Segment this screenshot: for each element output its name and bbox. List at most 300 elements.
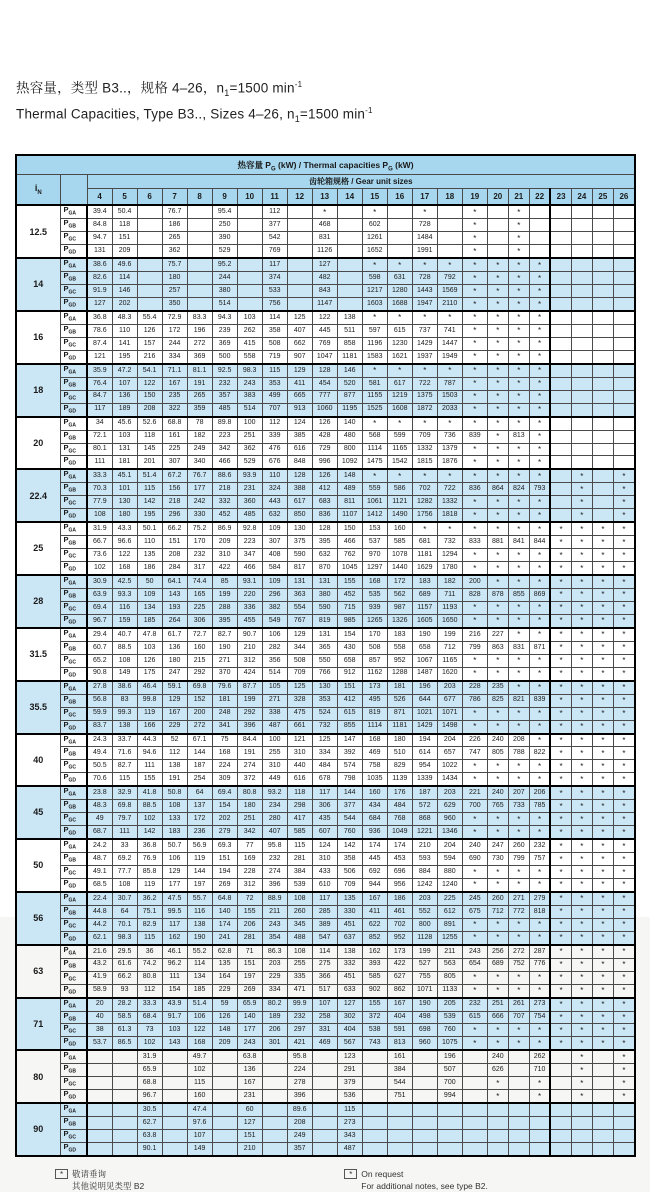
table-cell (613, 390, 635, 403)
table-cell: 732 (437, 536, 462, 549)
table-cell: 1221 (412, 826, 437, 839)
table-cell: 118 (287, 786, 312, 799)
table-cell (412, 1090, 437, 1103)
table-cell: * (592, 1037, 613, 1050)
table-cell: 1475 (362, 456, 387, 469)
table-cell: 162 (362, 945, 387, 958)
table-cell: * (613, 998, 635, 1011)
table-cell: 130 (312, 681, 337, 694)
table-cell: 30.7 (112, 892, 137, 905)
table-cell: * (571, 469, 592, 482)
table-cell (212, 1050, 237, 1063)
table-cell: 417 (287, 813, 312, 826)
table-cell: * (592, 918, 613, 931)
table-cell: 127 (237, 1117, 262, 1130)
table-cell: * (487, 918, 508, 931)
in-value: 28 (16, 575, 60, 628)
table-cell: 124 (287, 417, 312, 430)
table-cell: 231 (237, 483, 262, 496)
table-cell: * (592, 760, 613, 773)
size-col-header: 11 (262, 189, 287, 206)
table-cell: 1297 (362, 562, 387, 575)
table-cell: * (529, 1024, 550, 1037)
table-cell: * (508, 443, 529, 456)
table-cell: 2033 (437, 403, 462, 416)
table-cell: 529 (237, 456, 262, 469)
table-cell: 151 (212, 853, 237, 866)
table-cell: 484 (387, 800, 412, 813)
row-label: $P_{GB}$ (60, 905, 87, 918)
table-row (16, 800, 635, 813)
table-cell: 128 (312, 522, 337, 535)
table-cell: * (550, 667, 571, 680)
table-cell: 82.7 (112, 760, 137, 773)
table-cell: 396 (237, 720, 262, 733)
table-cell: 161 (162, 430, 187, 443)
table-cell: * (571, 1050, 592, 1063)
table-row (16, 430, 635, 443)
table-cell: * (613, 853, 635, 866)
table-cell: * (508, 232, 529, 245)
table-cell: 48.7 (87, 853, 112, 866)
table-cell: * (462, 509, 487, 522)
table-cell: 347 (237, 549, 262, 562)
table-cell: 281 (237, 931, 262, 944)
table-cell: 200 (187, 707, 212, 720)
table-cell: 786 (462, 694, 487, 707)
table-cell: 818 (529, 905, 550, 918)
table-cell: 1155 (362, 390, 387, 403)
table-cell: 445 (362, 853, 387, 866)
table-cell: * (362, 311, 387, 324)
table-cell: 76.7 (187, 469, 212, 482)
table-cell: 302 (337, 1011, 362, 1024)
table-cell: 1261 (362, 232, 387, 245)
table-cell: * (529, 403, 550, 416)
table-cell: * (550, 614, 571, 627)
table-cell: 257 (162, 285, 187, 298)
table-cell: 338 (262, 707, 287, 720)
table-cell: 77.7 (112, 866, 137, 879)
table-cell: 485 (212, 403, 237, 416)
table-cell: 167 (162, 377, 187, 390)
table-cell: * (529, 813, 550, 826)
table-cell: 658 (412, 641, 437, 654)
table-cell: 38.6 (112, 681, 137, 694)
size-col-header: 15 (362, 189, 387, 206)
table-cell: 700 (462, 800, 487, 813)
table-cell: * (462, 1024, 487, 1037)
table-cell (112, 1077, 137, 1090)
table-cell: 202 (112, 298, 137, 311)
table-cell (550, 1103, 571, 1116)
table-cell: 46.1 (162, 945, 187, 958)
table-cell: 256 (487, 945, 508, 958)
table-cell: 20 (87, 998, 112, 1011)
table-cell: 480 (337, 430, 362, 443)
table-cell: 334 (312, 747, 337, 760)
table-cell: * (571, 522, 592, 535)
table-row (16, 1011, 635, 1024)
table-cell: 284 (162, 562, 187, 575)
table-cell: * (529, 272, 550, 285)
table-cell: 939 (362, 601, 387, 614)
table-cell: 678 (312, 773, 337, 786)
table-cell (237, 219, 262, 232)
table-cell: 1603 (362, 298, 387, 311)
table-cell: * (487, 866, 508, 879)
table-cell: 1242 (412, 878, 437, 891)
table-cell: * (387, 469, 412, 482)
table-cell: * (550, 839, 571, 852)
table-cell (312, 1143, 337, 1156)
row-label: $P_{GB}$ (60, 589, 87, 602)
table-cell (571, 311, 592, 324)
table-cell: 829 (387, 760, 412, 773)
table-cell: 151 (237, 958, 262, 971)
table-cell: 752 (508, 958, 529, 971)
table-cell: 602 (362, 219, 387, 232)
table-cell: 374 (262, 272, 287, 285)
table-cell: 824 (508, 483, 529, 496)
table-cell (592, 298, 613, 311)
table-cell: * (462, 984, 487, 997)
table-cell (550, 403, 571, 416)
table-cell: 181 (212, 694, 237, 707)
table-cell (412, 1130, 437, 1143)
table-cell: 395 (312, 536, 337, 549)
table-cell: 272 (187, 720, 212, 733)
table-cell: 50.7 (162, 839, 187, 852)
table-cell: * (487, 1024, 508, 1037)
table-cell: 112 (137, 984, 162, 997)
table-cell: * (508, 272, 529, 285)
table-cell: * (592, 589, 613, 602)
table-cell: * (462, 245, 487, 258)
in-value: 40 (16, 734, 60, 787)
table-cell: 769 (262, 245, 287, 258)
table-cell: * (508, 311, 529, 324)
table-cell: * (529, 707, 550, 720)
table-cell: 50 (137, 575, 162, 588)
table-cell: 75.7 (162, 258, 187, 271)
table-cell: 102 (87, 562, 112, 575)
table-cell: 258 (312, 1011, 337, 1024)
table-cell: * (508, 562, 529, 575)
table-row (16, 403, 635, 416)
table-row (16, 853, 635, 866)
table-cell: 55.4 (137, 311, 162, 324)
table-row (16, 522, 635, 535)
table-cell: 421 (287, 1037, 312, 1050)
table-cell: 590 (287, 549, 312, 562)
table-cell: 58.9 (87, 984, 112, 997)
table-cell: 115 (262, 364, 287, 377)
table-cell (592, 509, 613, 522)
table-cell (613, 311, 635, 324)
table-cell: 271 (508, 892, 529, 905)
table-cell: 243 (237, 377, 262, 390)
table-cell: * (550, 931, 571, 944)
table-cell: * (613, 760, 635, 773)
row-label: $P_{GC}$ (60, 601, 87, 614)
table-row (16, 509, 635, 522)
table-cell: 68.8 (162, 417, 187, 430)
size-col-header: 24 (571, 189, 592, 206)
table-cell: 205 (437, 998, 462, 1011)
table-row (16, 1064, 635, 1077)
table-cell (550, 469, 571, 482)
table-cell (237, 298, 262, 311)
table-cell: * (571, 614, 592, 627)
row-label: $P_{GD}$ (60, 667, 87, 680)
table-cell (571, 205, 592, 218)
table-cell: 365 (312, 641, 337, 654)
table-cell: 185 (137, 614, 162, 627)
table-cell: 836 (462, 483, 487, 496)
table-cell: 99.3 (112, 707, 137, 720)
table-cell: * (487, 311, 508, 324)
table-cell: 666 (487, 1011, 508, 1024)
table-cell (592, 1143, 613, 1156)
table-cell: * (508, 614, 529, 627)
table-cell (362, 1050, 387, 1063)
table-cell: 549 (262, 614, 287, 627)
table-cell: 461 (387, 905, 412, 918)
table-cell: 119 (187, 853, 212, 866)
table-cell: * (613, 614, 635, 627)
table-cell: * (613, 945, 635, 958)
table-cell: 644 (412, 694, 437, 707)
table-cell: 675 (462, 905, 487, 918)
table-cell (337, 258, 362, 271)
table-cell (262, 1050, 287, 1063)
table-cell: * (508, 720, 529, 733)
table-cell: 434 (362, 800, 387, 813)
table-cell: 65.9 (237, 998, 262, 1011)
table-cell: 526 (387, 694, 412, 707)
table-cell: * (592, 747, 613, 760)
table-title-band: 热容量 $P_G$ (kW) / Thermal capacities $P_G$ (kW) (16, 155, 635, 175)
table-cell: * (437, 311, 462, 324)
table-cell (571, 232, 592, 245)
table-cell: 95.8 (287, 1050, 312, 1063)
table-cell: 191 (237, 747, 262, 760)
table-cell: 443 (262, 496, 287, 509)
row-label: $P_{GA}$ (60, 998, 87, 1011)
table-cell: * (529, 298, 550, 311)
table-cell: 108 (112, 878, 137, 891)
table-cell: 127 (87, 298, 112, 311)
table-cell: * (487, 364, 508, 377)
table-cell: * (550, 998, 571, 1011)
table-cell: 273 (337, 1117, 362, 1130)
table-cell: 247 (162, 667, 187, 680)
table-cell: 56.9 (187, 839, 212, 852)
table-row (16, 483, 635, 496)
row-label: $P_{GA}$ (60, 522, 87, 535)
table-cell: 149 (187, 1143, 212, 1156)
table-cell: 389 (312, 918, 337, 931)
table-cell: 206 (262, 1024, 287, 1037)
table-cell: * (462, 311, 487, 324)
table-cell: 99.5 (162, 905, 187, 918)
table-cell: 208 (508, 734, 529, 747)
table-cell (550, 1143, 571, 1156)
table-cell: 50.4 (112, 205, 137, 218)
table-cell (592, 430, 613, 443)
table-cell: * (462, 760, 487, 773)
table-cell: * (508, 364, 529, 377)
table-cell: 73 (137, 1024, 162, 1037)
table-cell: 358 (337, 853, 362, 866)
table-cell: 1022 (437, 760, 462, 773)
table-cell (162, 1050, 187, 1063)
table-cell: 332 (337, 958, 362, 971)
table-cell: 106 (162, 853, 187, 866)
table-cell: * (592, 866, 613, 879)
table-cell: 234 (262, 800, 287, 813)
table-cell: 220 (237, 589, 262, 602)
table-cell: 272 (187, 337, 212, 350)
table-cell (571, 1143, 592, 1156)
table-cell: 65.2 (87, 654, 112, 667)
table-cell: 140 (212, 905, 237, 918)
table-cell: * (529, 971, 550, 984)
table-cell (112, 1130, 137, 1143)
table-cell: 684 (362, 813, 387, 826)
table-cell: 1045 (337, 562, 362, 575)
table-cell: 23.8 (87, 786, 112, 799)
table-cell: 445 (312, 324, 337, 337)
table-cell: 182 (187, 430, 212, 443)
table-cell: 428 (312, 430, 337, 443)
table-cell (237, 258, 262, 271)
table-cell: 92.8 (237, 522, 262, 535)
table-cell (592, 483, 613, 496)
table-cell: 542 (262, 232, 287, 245)
table-cell: 187 (412, 786, 437, 799)
row-label: $P_{GC}$ (60, 1130, 87, 1143)
table-cell: 229 (162, 720, 187, 733)
table-cell: 843 (312, 285, 337, 298)
table-cell: 390 (212, 232, 237, 245)
table-cell (550, 1117, 571, 1130)
table-cell: 194 (412, 734, 437, 747)
table-cell: 115 (337, 1103, 362, 1116)
table-cell: * (387, 311, 412, 324)
table-cell: 121 (87, 350, 112, 363)
table-cell: * (462, 971, 487, 984)
table-cell (550, 311, 571, 324)
table-cell: 71 (237, 945, 262, 958)
table-cell: 127 (312, 258, 337, 271)
table-cell: * (508, 971, 529, 984)
table-cell: 128 (312, 364, 337, 377)
table-cell (437, 232, 462, 245)
table-row (16, 298, 635, 311)
table-cell: 891 (437, 918, 462, 931)
table-cell: 359 (187, 403, 212, 416)
table-cell: * (529, 931, 550, 944)
table-cell: 482 (312, 272, 337, 285)
table-cell: 79.6 (212, 681, 237, 694)
row-label: $P_{GD}$ (60, 1090, 87, 1103)
table-cell: 96.6 (112, 536, 137, 549)
table-cell: 167 (362, 892, 387, 905)
table-row (16, 905, 635, 918)
table-cell: * (613, 773, 635, 786)
table-cell: 98.3 (112, 931, 137, 944)
footnote-left-line1: 敬请垂询 (72, 1169, 107, 1179)
table-cell: 249 (287, 1130, 312, 1143)
table-cell: * (529, 417, 550, 430)
table-cell: 449 (262, 773, 287, 786)
table-cell: 369 (187, 350, 212, 363)
table-cell: 913 (287, 403, 312, 416)
footnote-right (344, 1168, 488, 1192)
table-cell: 584 (262, 562, 287, 575)
table-cell: 36.8 (87, 311, 112, 324)
row-label: $P_{GD}$ (60, 614, 87, 627)
table-cell: 123 (337, 1050, 362, 1063)
table-cell: 168 (112, 562, 137, 575)
table-cell: 131 (112, 443, 137, 456)
table-cell: 331 (312, 1024, 337, 1037)
table-row (16, 998, 635, 1011)
row-label: $P_{GB}$ (60, 483, 87, 496)
table-cell: 115 (187, 1077, 212, 1090)
table-cell: * (571, 878, 592, 891)
table-cell: 65.9 (137, 1064, 162, 1077)
table-cell: 372 (362, 1011, 387, 1024)
size-col-header: 26 (613, 189, 635, 206)
table-cell (550, 456, 571, 469)
table-cell (529, 1103, 550, 1116)
row-label: $P_{GB}$ (60, 641, 87, 654)
table-cell: 126 (137, 654, 162, 667)
table-cell: 862 (387, 984, 412, 997)
table-cell: 109 (262, 522, 287, 535)
table-cell: 61.6 (112, 958, 137, 971)
table-cell: 539 (437, 1011, 462, 1024)
table-cell: 396 (262, 878, 287, 891)
table-cell: * (592, 734, 613, 747)
table-body (16, 205, 635, 1156)
table-cell: 1128 (412, 931, 437, 944)
table-cell: 1412 (362, 509, 387, 522)
table-cell: 110 (112, 324, 137, 337)
table-cell: * (462, 469, 487, 482)
table-cell: 469 (362, 747, 387, 760)
table-cell: 88.5 (137, 800, 162, 813)
table-cell: * (571, 984, 592, 997)
table-cell: 676 (262, 456, 287, 469)
in-column-header: $i_N$ (16, 175, 60, 206)
table-cell (592, 377, 613, 390)
table-cell: 357 (287, 1143, 312, 1156)
table-cell: 76.7 (162, 205, 187, 218)
table-cell: 118 (137, 430, 162, 443)
table-cell: 1429 (412, 720, 437, 733)
table-cell: * (571, 549, 592, 562)
table-cell: * (592, 536, 613, 549)
table-cell: 244 (162, 337, 187, 350)
table-cell: 1061 (362, 496, 387, 509)
table-cell: 119 (137, 707, 162, 720)
size-col-header: 16 (387, 189, 412, 206)
table-row (16, 654, 635, 667)
